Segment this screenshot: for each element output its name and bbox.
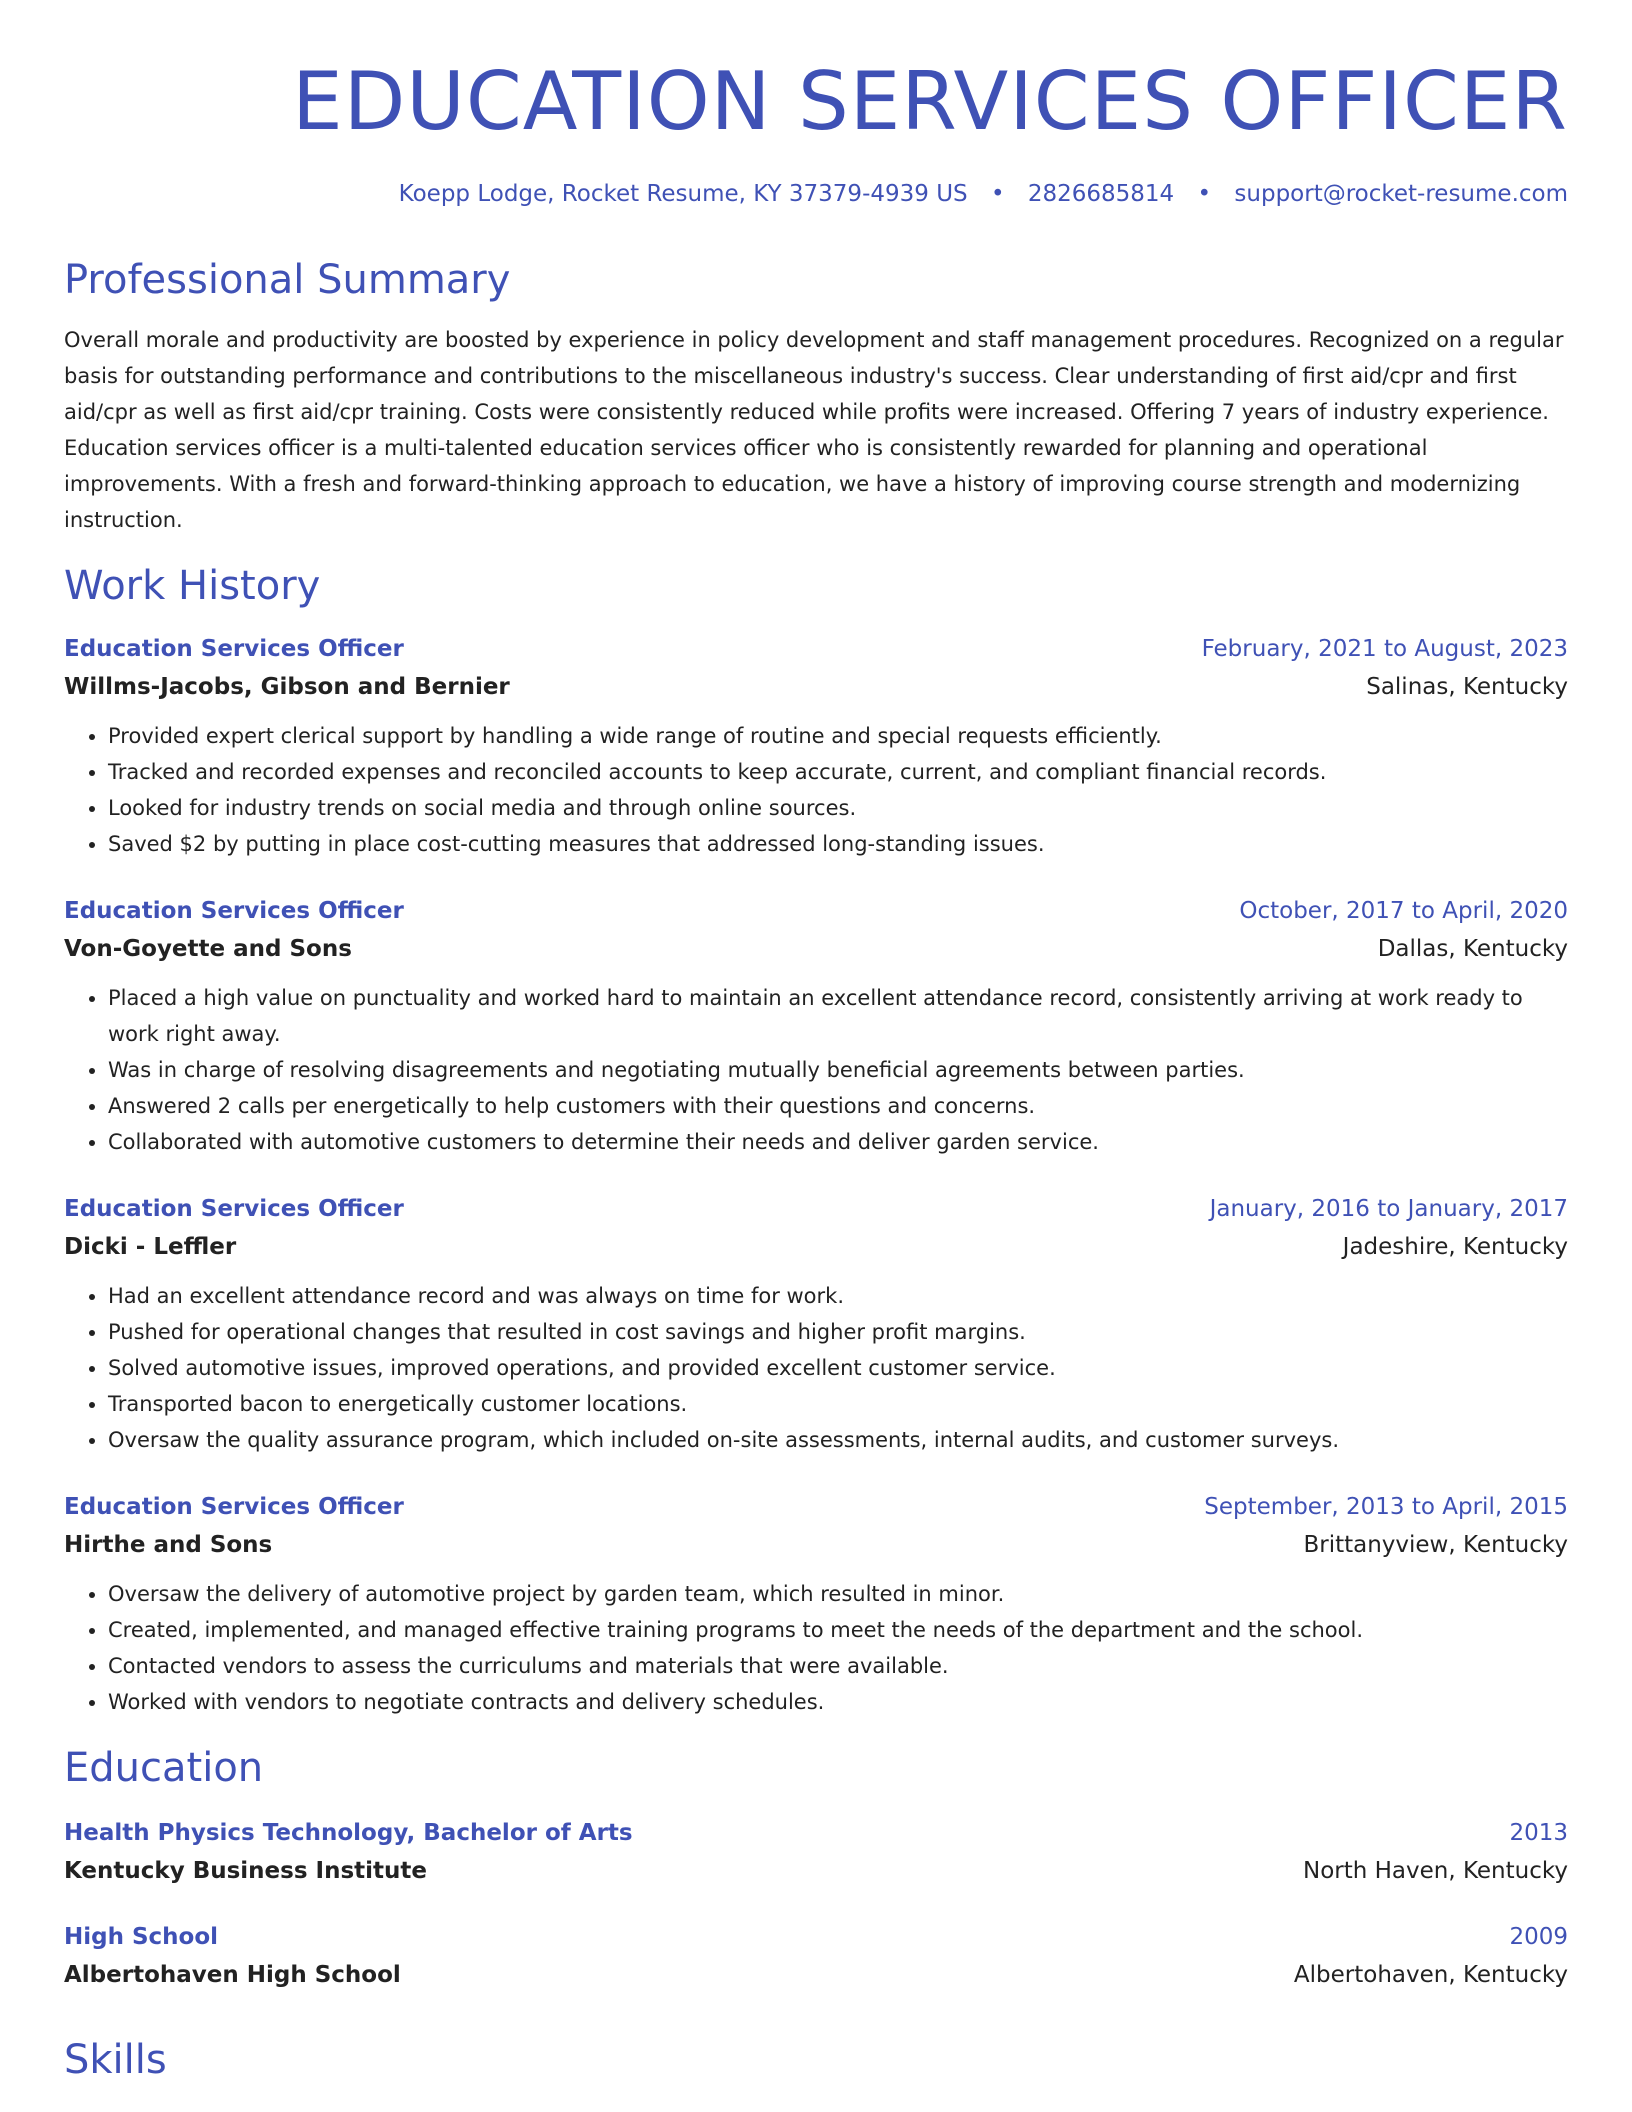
education-heading: Education — [64, 1745, 264, 1791]
job-bullet: • Created, implemented, and managed effective training programs to meet the needs of the department and the school. — [108, 1612, 1568, 1648]
job-bullets — [64, 980, 1568, 1160]
job-bullet: • Looked for industry trends on social media and through online sources. — [108, 790, 1568, 826]
job-bullet: • Oversaw the quality assurance program, which included on-site assessments, internal audits, and customer surveys. — [108, 1422, 1568, 1458]
education-school: Kentucky Business Institute — [64, 1858, 427, 1884]
job-location: Jadeshire, Kentucky — [1342, 1234, 1568, 1260]
job-bullet: • Transported bacon to energetically customer locations. — [108, 1386, 1568, 1422]
work-history-heading: Work History — [64, 563, 321, 609]
education-entry — [64, 1814, 1568, 1890]
contact-line — [64, 178, 1568, 210]
job-location: Dallas, Kentucky — [1377, 936, 1568, 962]
job-bullet: • Oversaw the delivery of automotive project by garden team, which resulted in minor. — [108, 1576, 1568, 1612]
education-year: 2013 — [1509, 1820, 1568, 1846]
job-title: Education Services Officer — [64, 1494, 404, 1520]
job-bullets — [64, 718, 1568, 862]
skills-heading: Skills — [64, 2037, 167, 2083]
contact-separator: • — [1197, 181, 1212, 207]
job-bullets — [64, 1576, 1568, 1720]
job-bullet: • Answered 2 calls per energetically to help customers with their questions and concerns. — [108, 1088, 1568, 1124]
education-degree: Health Physics Technology, Bachelor of Arts — [64, 1820, 633, 1846]
education-location: North Haven, Kentucky — [1302, 1858, 1568, 1884]
job-company: Von-Goyette and Sons — [64, 936, 352, 962]
job-title: Education Services Officer — [64, 898, 404, 924]
job-entry — [64, 892, 1568, 1160]
job-dates: September, 2013 to April, 2015 — [1204, 1494, 1568, 1520]
education-location: Albertohaven, Kentucky — [1293, 1962, 1568, 1988]
job-bullet: • Solved automotive issues, improved operations, and provided excellent customer service. — [108, 1350, 1568, 1386]
job-dates: October, 2017 to April, 2020 — [1239, 898, 1568, 924]
contact-email: support@rocket-resume.com — [1234, 181, 1568, 207]
education-entry — [64, 1918, 1568, 1994]
contact-address: Koepp Lodge, Rocket Resume, KY 37379-4939 US — [398, 181, 968, 207]
candidate-name: EDUCATION SERVICES OFFICER — [292, 55, 1568, 148]
summary-text: Overall morale and productivity are boosted by experience in policy development and staff management procedures. Recognized on a regular basis for outstanding performance and contributions to the miscellaneous industry's success. Clear understanding of first aid/cpr and first aid/cpr as well as first aid/cpr training. Costs were consistently reduced while profits were increased. Offering 7 years of industry experience. Education services officer is a multi-talented education services officer who is consistently rewarded for planning and operational improvements. With a fresh and forward-thinking approach to education, we have a history of improving course strength and modernizing instruction. — [64, 328, 1564, 532]
job-bullet: • Pushed for operational changes that resulted in cost savings and higher profit margins. — [108, 1314, 1568, 1350]
contact-phone: 2826685814 — [1027, 181, 1175, 207]
job-company: Hirthe and Sons — [64, 1532, 273, 1558]
education-degree: High School — [64, 1924, 219, 1950]
job-bullet: • Contacted vendors to assess the curriculums and materials that were available. — [108, 1648, 1568, 1684]
job-location: Brittanyview, Kentucky — [1303, 1532, 1568, 1558]
job-bullet: • Was in charge of resolving disagreements and negotiating mutually beneficial agreements between parties. — [108, 1052, 1568, 1088]
job-dates: February, 2021 to August, 2023 — [1201, 636, 1568, 662]
job-bullet: • Collaborated with automotive customers to determine their needs and deliver garden service. — [108, 1124, 1568, 1160]
job-bullet: • Had an excellent attendance record and was always on time for work. — [108, 1278, 1568, 1314]
education-year: 2009 — [1509, 1924, 1568, 1950]
job-bullet: • Tracked and recorded expenses and reconciled accounts to keep accurate, current, and compliant financial records. — [108, 754, 1568, 790]
job-dates: January, 2016 to January, 2017 — [1209, 1196, 1568, 1222]
job-bullet: • Placed a high value on punctuality and worked hard to maintain an excellent attendance record, consistently arriving at work ready to work right away. — [108, 980, 1568, 1052]
job-company: Willms-Jacobs, Gibson and Bernier — [64, 674, 510, 700]
job-company: Dicki - Leffler — [64, 1234, 237, 1260]
job-bullet: • Saved $2 by putting in place cost-cutting measures that addressed long-standing issues. — [108, 826, 1568, 862]
job-entry — [64, 1488, 1568, 1720]
job-bullets — [64, 1278, 1568, 1458]
job-entry — [64, 630, 1568, 862]
education-school: Albertohaven High School — [64, 1962, 401, 1988]
job-location: Salinas, Kentucky — [1366, 674, 1568, 700]
job-bullet: • Worked with vendors to negotiate contracts and delivery schedules. — [108, 1684, 1568, 1720]
job-entry — [64, 1190, 1568, 1458]
job-title: Education Services Officer — [64, 1196, 404, 1222]
job-bullet: • Provided expert clerical support by handling a wide range of routine and special requests efficiently. — [108, 718, 1568, 754]
job-title: Education Services Officer — [64, 636, 404, 662]
summary-heading: Professional Summary — [64, 257, 511, 303]
contact-separator: • — [990, 181, 1005, 207]
